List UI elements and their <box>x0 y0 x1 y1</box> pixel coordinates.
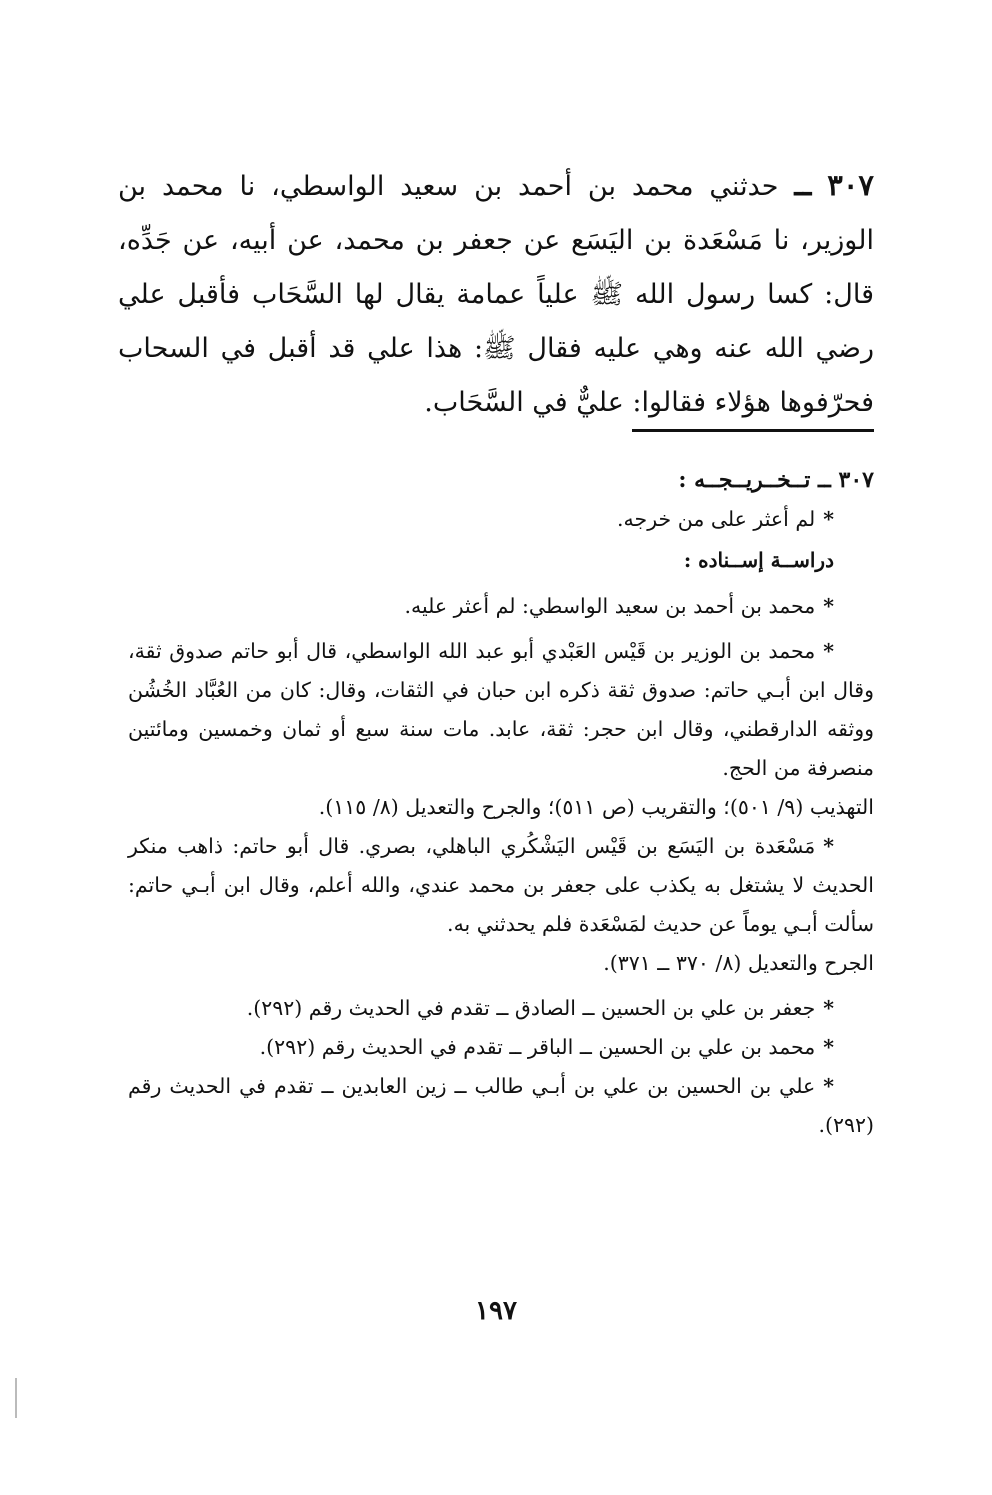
narrator-5-text: محمد بن علي بن الحسين ــ الباقر ــ تقدم في الحديث رقم (٢٩٢). <box>259 1035 816 1059</box>
asterisk-icon: * <box>823 1074 834 1098</box>
narrator-2-references: التهذيب (٩/ ٥٠١)؛ والتقريب (ص ٥١١)؛ والجرح والتعديل (٨/ ١١٥). <box>318 795 874 819</box>
page-number: ١٩٧ <box>475 1296 517 1326</box>
narrator-entry-3 <box>128 827 874 944</box>
narrator-entry-4 <box>128 989 834 1028</box>
narrator-entry-2 <box>128 632 874 788</box>
narrator-1-text: محمد بن أحمد بن سعيد الواسطي: لم أعثر عليه. <box>404 594 816 618</box>
hadith-text-block <box>118 158 874 430</box>
narrator-3-text: مَسْعَدة بن اليَسَع بن قَيْس اليَشْكُري الباهلي، بصري. قال أبو حاتم: ذاهب منكر الحديث لا يشتغل به يكذب على جعفر بن محمد عندي، والله أعلم، وقال ابن أبـي حاتم: سألت أبـي يوماً عن حديث لمَسْعَدة فلم يحدثني به. <box>128 834 874 936</box>
narrator-4-text: جعفر بن علي بن الحسين ــ الصادق ــ تقدم في الحديث رقم (٢٩٢). <box>246 996 816 1020</box>
scan-edge-mark <box>15 1378 17 1418</box>
asterisk-icon: * <box>823 594 834 618</box>
footnote-divider <box>632 429 874 432</box>
narrator-3-references: الجرح والتعديل (٨/ ٣٧٠ ــ ٣٧١). <box>603 951 874 975</box>
narrator-entry-6 <box>128 1067 874 1145</box>
isnad-heading: دراســة إســناده : <box>683 548 834 572</box>
takhrij-text: لم أعثر على من خرجه. <box>617 507 816 531</box>
asterisk-icon: * <box>823 1035 834 1059</box>
asterisk-icon: * <box>823 834 834 858</box>
asterisk-icon: * <box>823 639 834 663</box>
asterisk-icon: * <box>823 507 834 531</box>
hadith-dash: ــ <box>794 168 812 202</box>
asterisk-icon: * <box>823 996 834 1020</box>
takhrij-note <box>128 500 834 539</box>
narrator-entry-5 <box>128 1028 834 1067</box>
hadith-body: حدثني محمد بن أحمد بن سعيد الواسطي، نا محمد بن الوزير، نا مَسْعَدة بن اليَسَع عن جعفر بن محمد، عن أبيه، عن جَدِّه، قال: كسا رسول الله ﷺ علياً عمامة يقال لها السَّحَاب فأقبل علي رضي الله عنه وهي عليه فقال ﷺ: هذا علي قد أقبل في السحاب فحرّفوها هؤلاء فقالوا: عليٌّ في السَّحَاب. <box>118 171 874 418</box>
takhrij-heading: ٣٠٧ ــ تــخــريــجــه : <box>678 467 874 493</box>
commentary-block <box>128 460 874 1145</box>
hadith-number: ٣٠٧ <box>827 168 874 202</box>
narrator-entry-1 <box>128 587 834 626</box>
narrator-2-text: محمد بن الوزير بن قَيْس العَبْدي أبو عبد الله الواسطي، قال أبو حاتم صدوق ثقة، وقال ابن أبـي حاتم: صدوق ثقة ذكره ابن حبان في الثقات، وقال: كان من العُبَّاد الخُشُن ووثقه الدارقطني، وقال ابن حجر: ثقة، عابد. مات سنة سبع أو ثمان وخمسين ومائتين منصرفة من الحج. <box>128 639 874 780</box>
narrator-6-text: علي بن الحسين بن علي بن أبـي طالب ــ زين العابدين ــ تقدم في الحديث رقم (٢٩٢). <box>128 1074 874 1137</box>
